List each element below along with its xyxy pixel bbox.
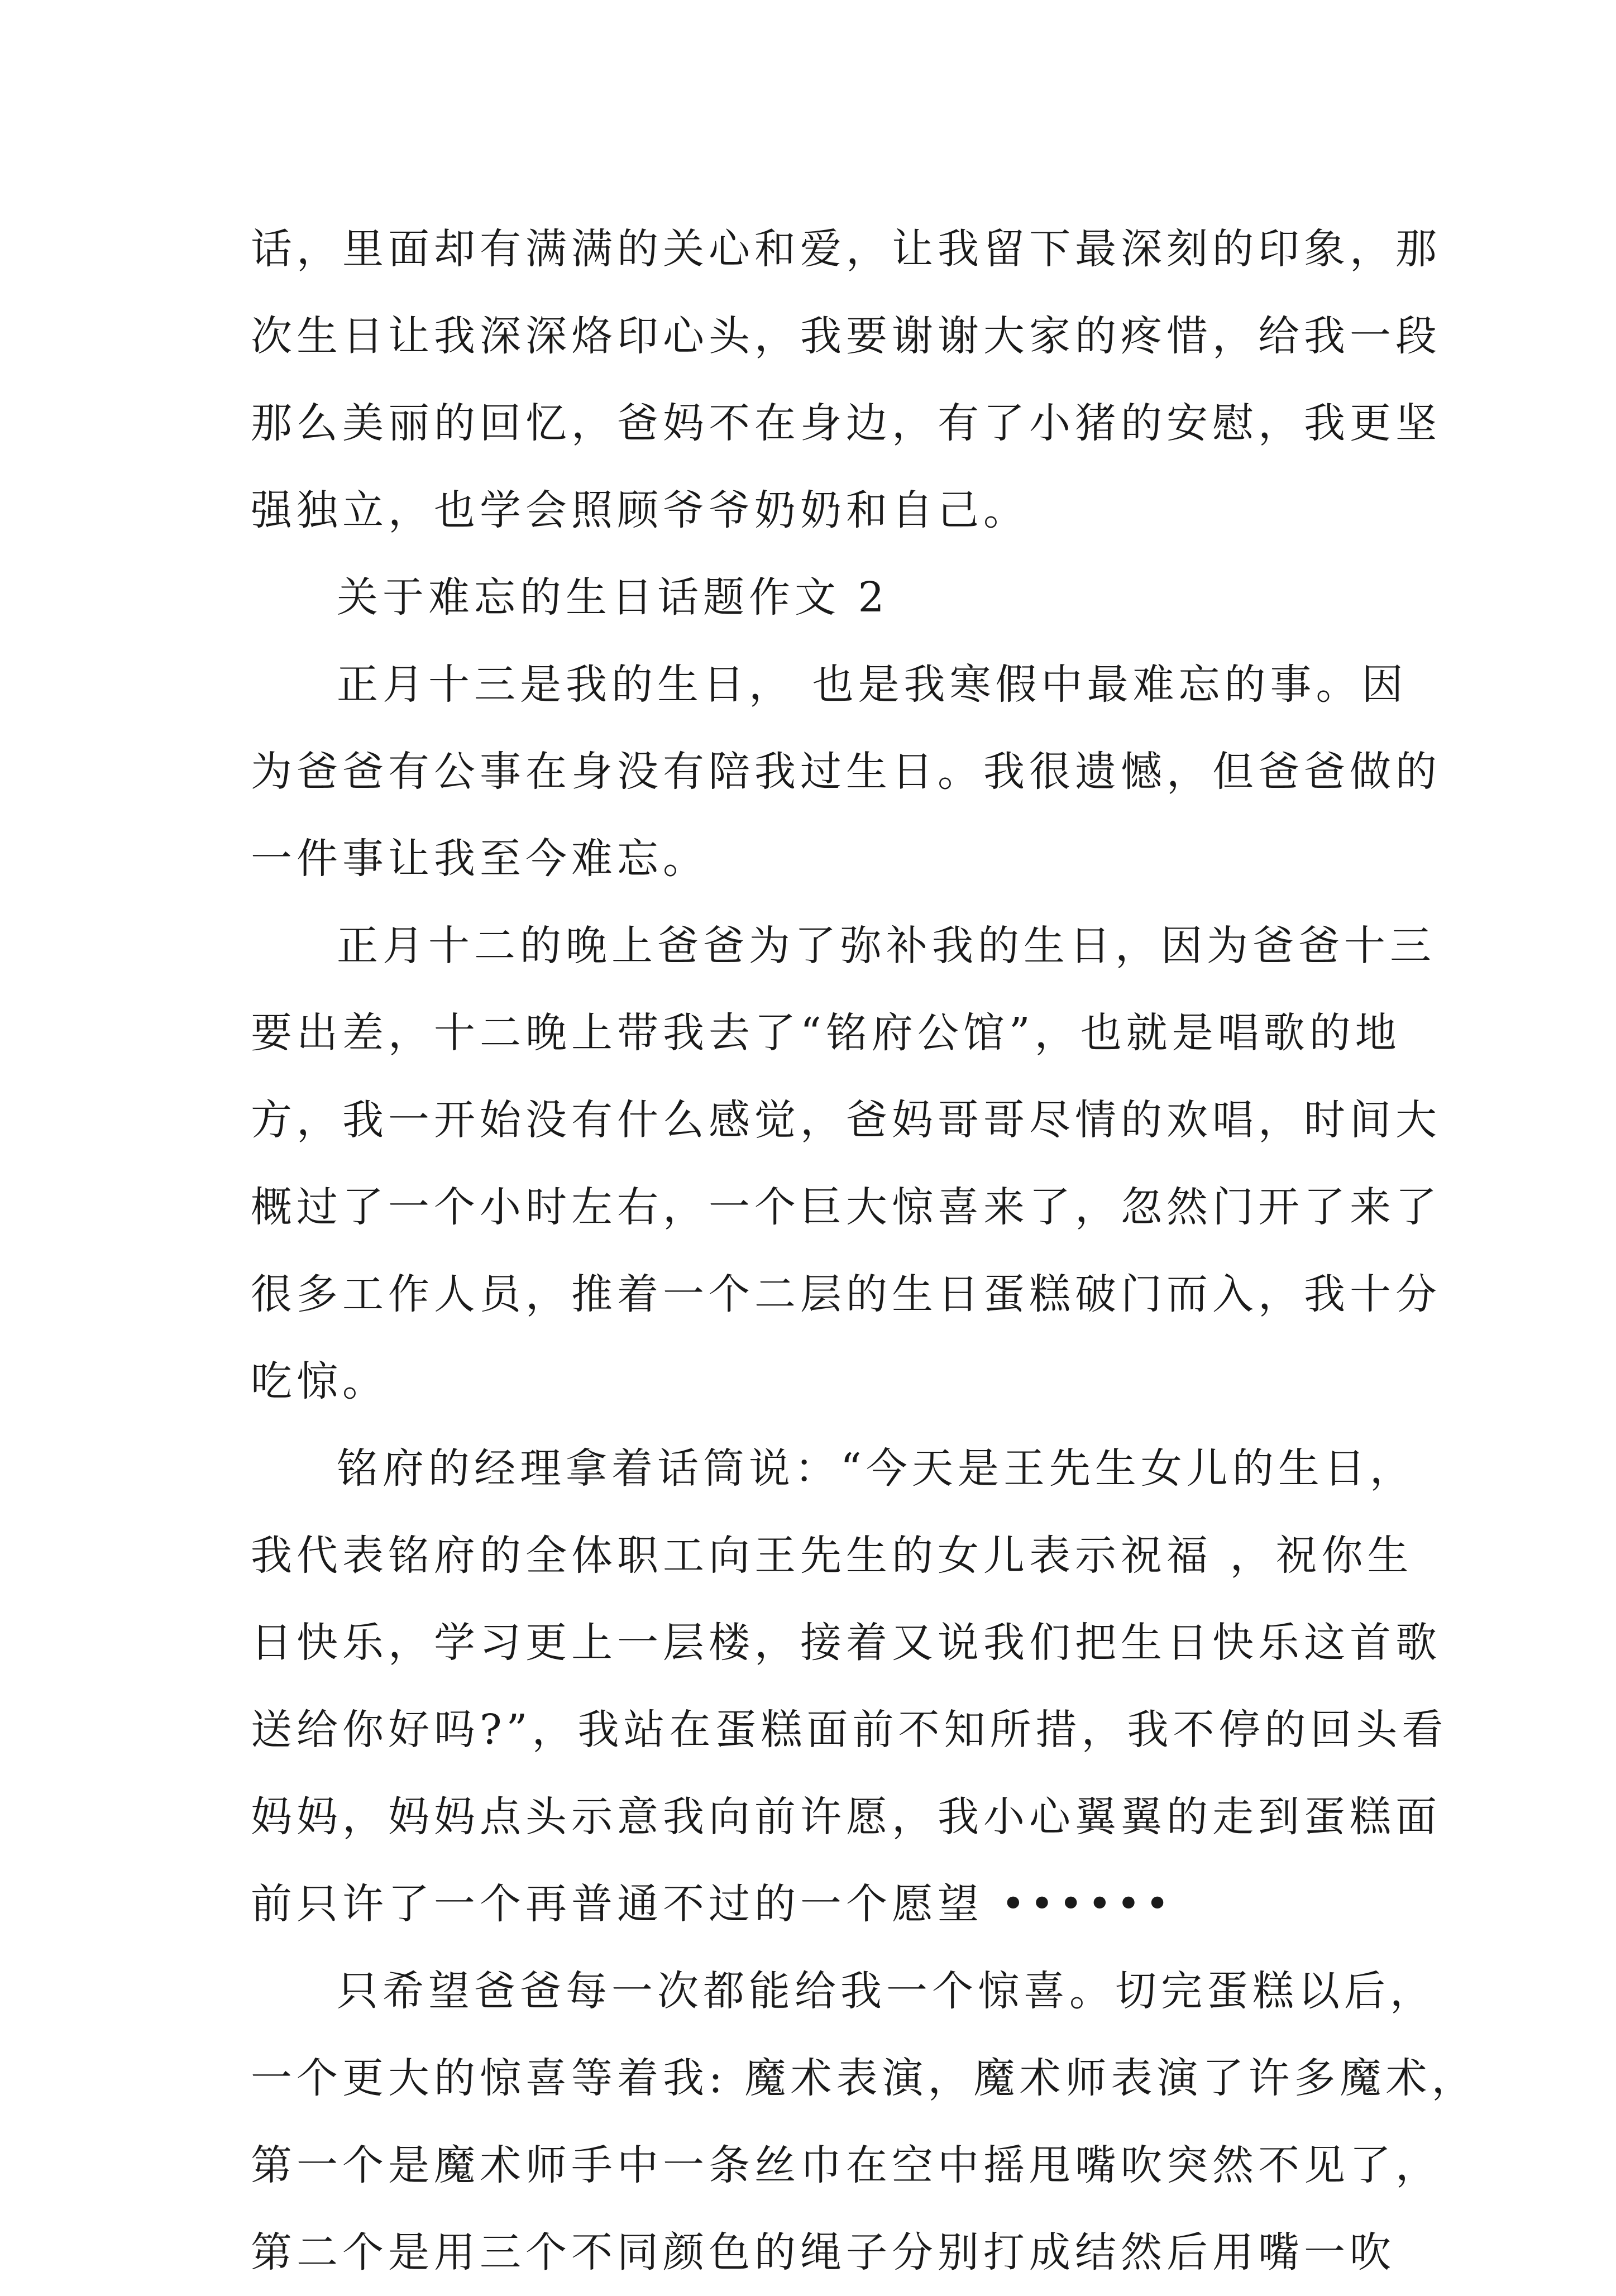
paragraph-line: 一个更大的惊喜等着我: 魔术表演，魔术师表演了许多魔术， (251, 2054, 1478, 2102)
paragraph-line: 第二个是用三个不同颜色的绳子分别打成结然后用嘴一吹 (251, 2228, 1395, 2276)
paragraph-line: 只希望爸爸每一次都能给我一个惊喜。切完蛋糕以后， (337, 1967, 1436, 2015)
paragraph-line: 为爸爸有公事在身没有陪我过生日。我很遗憾，但爸爸做的 (251, 748, 1441, 796)
paragraph-line: 强独立，也学会照顾爷爷奶奶和自己。 (251, 486, 1029, 534)
paragraph-line: 妈妈，妈妈点头示意我向前许愿，我小心翼翼的走到蛋糕面 (251, 1793, 1441, 1841)
paragraph-line: 正月十三是我的生日， 也是我寒假中最难忘的事。因 (337, 661, 1408, 709)
paragraph-line: 话，里面却有满满的关心和爱，让我留下最深刻的印象，那 (251, 225, 1441, 273)
paragraph-line: 很多工作人员，推着一个二层的生日蛋糕破门而入，我十分 (251, 1270, 1441, 1318)
paragraph-line: 送给你好吗?”，我站在蛋糕面前不知所措，我不停的回头看 (251, 1706, 1448, 1754)
paragraph-line: 我代表铭府的全体职工向王先生的女儿表示祝福 ，祝你生 (251, 1532, 1413, 1580)
paragraph-line: 要出差，十二晚上带我去了“铭府公馆”，也就是唱歌的地 (251, 1009, 1401, 1057)
paragraph-line: 第一个是魔术师手中一条丝巾在空中摇甩嘴吹突然不见了， (251, 2141, 1441, 2189)
paragraph-line: 次生日让我深深烙印心头，我要谢谢大家的疼惜，给我一段 (251, 312, 1441, 360)
paragraph-line: 日快乐，学习更上一层楼，接着又说我们把生日快乐这首歌 (251, 1619, 1441, 1667)
paragraph-line: 铭府的经理拿着话筒说：“今天是王先生女儿的生日， (337, 1444, 1416, 1493)
paragraph-line: 那么美丽的回忆，爸妈不在身边，有了小猪的安慰，我更坚 (251, 399, 1441, 447)
paragraph-line: 正月十二的晚上爸爸为了弥补我的生日，因为爸爸十三 (337, 922, 1436, 970)
paragraph-line: 方，我一开始没有什么感觉，爸妈哥哥尽情的欢唱，时间大 (251, 1096, 1441, 1144)
paragraph-line: 一件事让我至今难忘。 (251, 835, 709, 883)
paragraph-line: 概过了一个小时左右，一个巨大惊喜来了，忽然门开了来了 (251, 1183, 1441, 1231)
section-heading: 关于难忘的生日话题作文 2 (337, 573, 889, 621)
document-body (251, 205, 1478, 2296)
paragraph-line: 吃惊。 (251, 1357, 388, 1405)
paragraph-line: 前只许了一个再普通不过的一个愿望 •••••• (251, 1880, 1174, 1928)
